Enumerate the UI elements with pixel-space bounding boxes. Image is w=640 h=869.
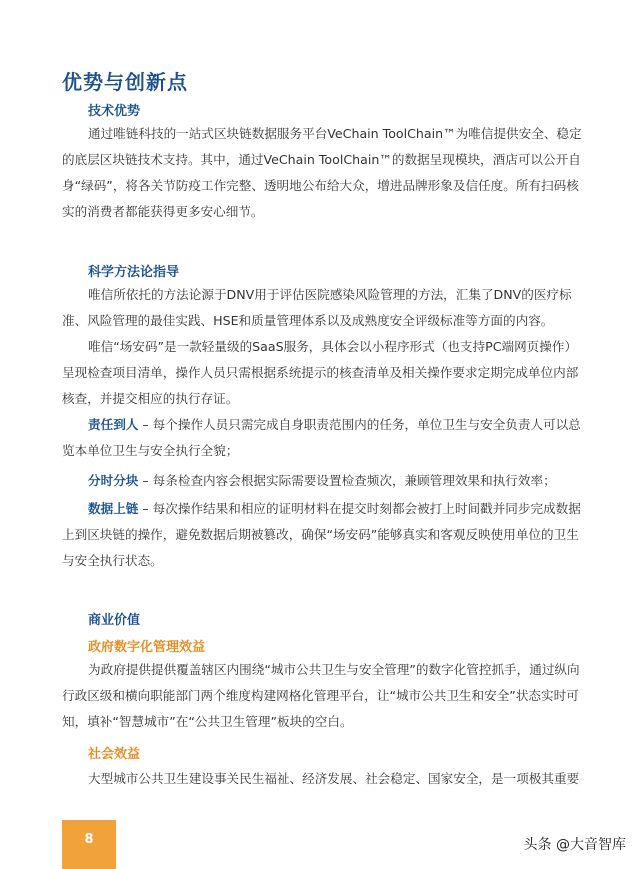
responsibility-lead: 责任到人 [88,417,139,432]
methodology-heading: 科学方法论指导 [88,265,180,280]
page-number-badge: 8 [62,820,116,869]
tech-advantage-paragraph: 通过唯链科技的一站式区块链数据服务平台VeChain ToolChain™为唯信提供安全、稳定的底层区块链技术支持。其中，通过VeChain ToolChain™的数据呈现模块，酒店可以公开自身“绿码”，将各关节防疫工作完整、透明地公布给大众，增进品牌形象及信任度。所有扫码核实的消费者都能获得更多安心细节。 [62,126,582,219]
responsibility-text: – 每个操作人员只需完成自身职责范围内的任务，单位卫生与安全负责人可以总览本单位卫生与安全执行全貌； [62,417,581,458]
data-onchain-lead: 数据上链 [88,501,139,516]
tech-advantage-heading: 技术优势 [88,104,141,119]
time-block-paragraph [62,468,586,494]
time-block-text: – 每条检查内容会根据实际需要设置检查频次，兼顾管理效果和执行效率； [138,473,556,488]
gov-benefit-heading: 政府数字化管理效益 [88,640,206,655]
data-onchain-paragraph [62,496,586,574]
social-benefit-paragraph: 大型城市公共卫生建设事关民生福祉、经济发展、社会稳定、国家安全，是一项极其重要 [88,771,580,786]
responsibility-paragraph [62,412,586,464]
data-onchain-text: – 每次操作结果和相应的证明材料在提交时刻都会被打上时间戳并同步完成数据上到区块链的操作，避免数据后期被篡改，确保“场安码”能够真实和客观反映使用单位的卫生与安全执行状态。 [62,501,581,568]
gov-benefit-paragraph: 为政府提供提供覆盖辖区内围绕“城市公共卫生与安全管理”的数字化管控抓手，通过纵向行政区级和横向职能部门两个维度构建网格化管理平台，让“城市公共卫生和安全”状态实时可知，填补“智慧城市”在“公共卫生管理”板块的空白。 [62,662,580,729]
time-block-lead: 分时分块 [88,473,139,488]
page-title: 优势与创新点 [62,70,188,94]
business-value-heading: 商业价值 [88,613,141,628]
social-benefit-heading: 社会效益 [88,747,141,762]
methodology-paragraph-2: 唯信“场安码”是一款轻量级的SaaS服务，具体会以小程序形式（也支持PC端网页操作）呈现检查项目清单，操作人员只需根据系统提示的核查清单及相关操作要求定期完成单位内部核查，并提交相应的执行存证。 [62,339,579,406]
methodology-paragraph-1: 唯信所依托的方法论源于DNV用于评估医院感染风险管理的方法，汇集了DNV的医疗标准、风险管理的最佳实践、HSE和质量管理体系以及成熟度安全评级标准等方面的内容。 [62,287,572,328]
watermark: 头条 @大音智库 [523,837,626,853]
